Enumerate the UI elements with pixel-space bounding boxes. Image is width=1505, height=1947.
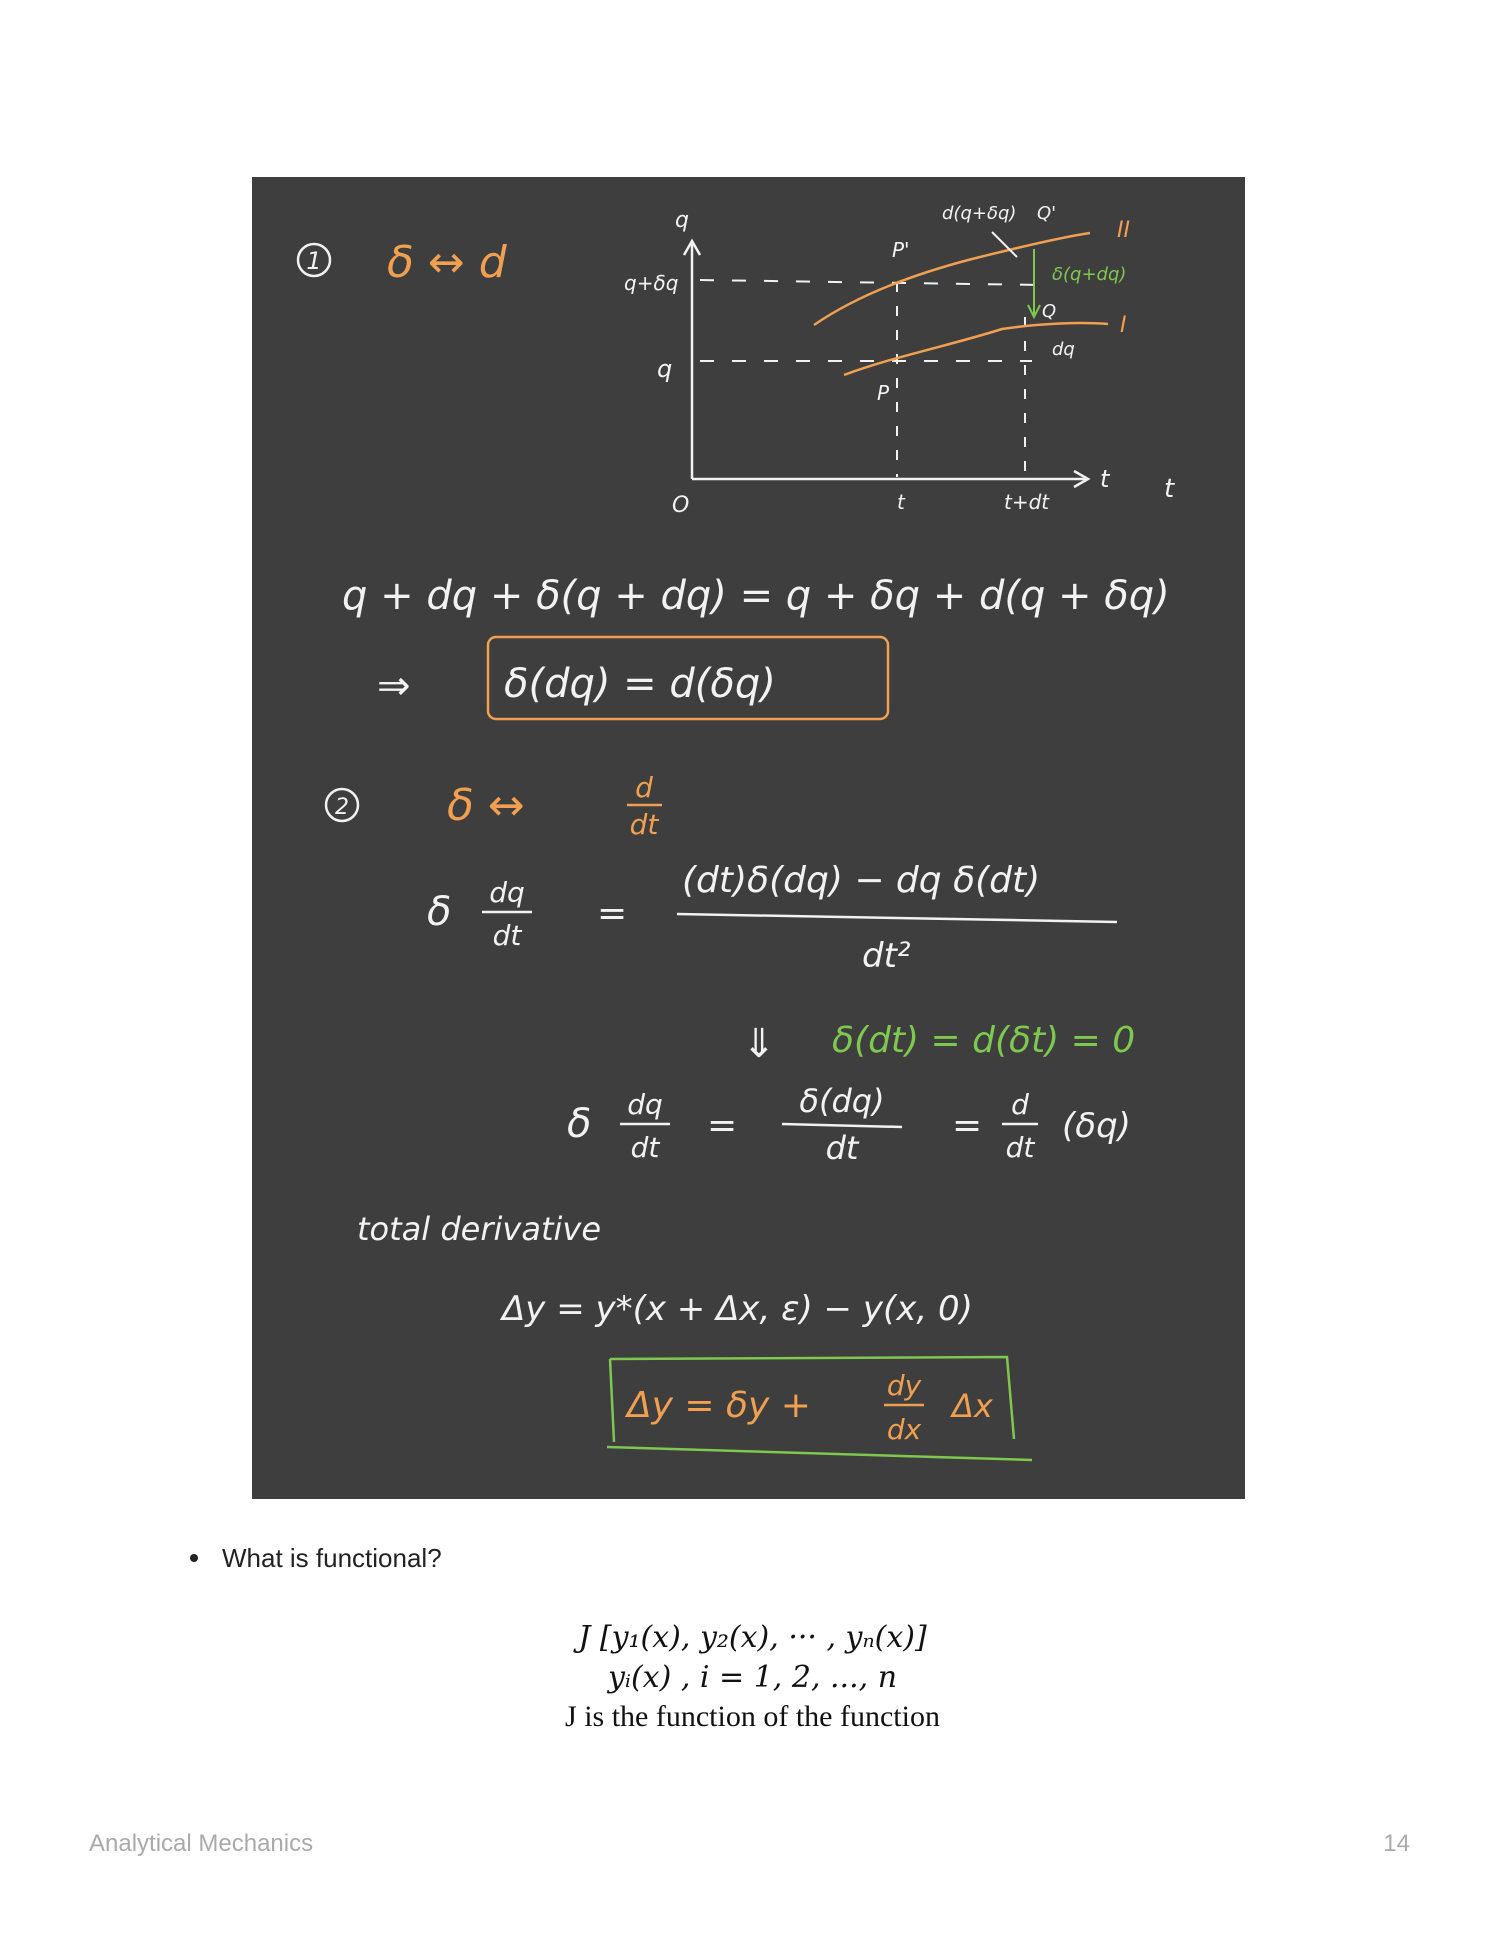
eq2-rhs-den: dt² (862, 936, 911, 976)
point-p-prime: P' (892, 238, 910, 262)
eq3-mid-den: dt (825, 1129, 859, 1167)
eq2-delta: δ (427, 889, 452, 935)
graph-y-axis-label: q (675, 208, 689, 233)
eq3-lhs-den: dt (630, 1131, 660, 1164)
label-delta-q-dq: δ(q+dq) (1052, 264, 1127, 285)
graph-x-axis-label-far: t (1164, 474, 1175, 504)
eq2-equals: = (597, 893, 628, 934)
graph-x-axis-label: t (1100, 465, 1110, 493)
bullet-dot-icon (190, 1554, 198, 1562)
eq3-mid-bar (782, 1124, 902, 1127)
boxed-result-2-num: dy (886, 1369, 922, 1402)
eq3-mid-num: δ(dq) (799, 1082, 885, 1120)
graph-y-tick-lower: q (657, 355, 673, 383)
curve-ii-label: II (1117, 218, 1130, 243)
equation-1: q + dq + δ(q + dq) = q + δq + d(q + δq) (342, 573, 1170, 619)
eq3-equals-2: = (952, 1105, 983, 1146)
graph-x-tick-tdt: t+dt (1004, 490, 1050, 514)
equation-4: Δy = y*(x + Δx, ε) − y(x, 0) (502, 1289, 973, 1329)
total-derivative-heading: total derivative (357, 1210, 601, 1248)
implies-arrow-icon: ⇒ (377, 663, 411, 709)
formula-description: J is the function of the function (565, 1700, 940, 1733)
graph-y-tick-upper: q+δq (624, 271, 679, 295)
eq3-equals-1: = (707, 1105, 738, 1146)
handwritten-notes-image (252, 177, 1245, 1499)
part2-frac-num: d (635, 771, 653, 804)
bullet-item (190, 1543, 442, 1574)
down-arrow-icon: ⇓ (742, 1021, 776, 1067)
eq3-delta: δ (567, 1101, 592, 1147)
part1-title: δ ↔ d (387, 237, 507, 288)
eq3-lhs-num: dq (627, 1088, 663, 1121)
eq2-lhs-num: dq (489, 876, 525, 909)
boxed-result-2-den: dx (886, 1413, 922, 1446)
eq2-rhs-num: (dt)δ(dq) − dq δ(dt) (682, 860, 1041, 901)
formula-index: yᵢ(x) , i = 1, 2, ..., n (607, 1660, 898, 1695)
footer-title: Analytical Mechanics (89, 1830, 314, 1857)
green-note: δ(dt) = d(δt) = 0 (832, 1020, 1136, 1061)
label-d-q-dq: d(q+δq) (942, 203, 1017, 224)
point-q-prime: Q' (1037, 203, 1057, 224)
point-p: P (877, 381, 890, 405)
eq2-rhs-bar (677, 914, 1117, 922)
page-number: 14 (1383, 1830, 1410, 1857)
notes-canvas (252, 177, 1245, 1499)
eq3-rhs-tail: (δq) (1062, 1106, 1131, 1146)
graph-origin-label: O (672, 493, 690, 518)
part2-number: 2 (335, 795, 349, 820)
curve-i-label: I (1120, 313, 1127, 338)
boxed-result-2-left: Δy = δy + (627, 1385, 811, 1426)
part2-title: δ ↔ (447, 780, 525, 831)
bullet-text: What is functional? (222, 1543, 442, 1573)
graph-x-tick-t: t (897, 490, 905, 514)
boxed-result-1-text: δ(dq) = d(δq) (504, 661, 776, 707)
point-q: Q (1042, 301, 1057, 322)
boxed-result-2-tail: Δx (952, 1387, 993, 1425)
part1-number: 1 (306, 247, 322, 275)
guide-upper (700, 280, 1042, 285)
eq3-rhs-den: dt (1005, 1131, 1035, 1164)
label-dq: dq (1052, 339, 1075, 360)
eq2-lhs-den: dt (492, 919, 522, 952)
formula-functional: J [y₁(x), y₂(x), ··· , yₙ(x)] (578, 1620, 927, 1655)
part2-frac-den: dt (629, 808, 659, 841)
eq3-rhs-num: d (1011, 1088, 1029, 1121)
